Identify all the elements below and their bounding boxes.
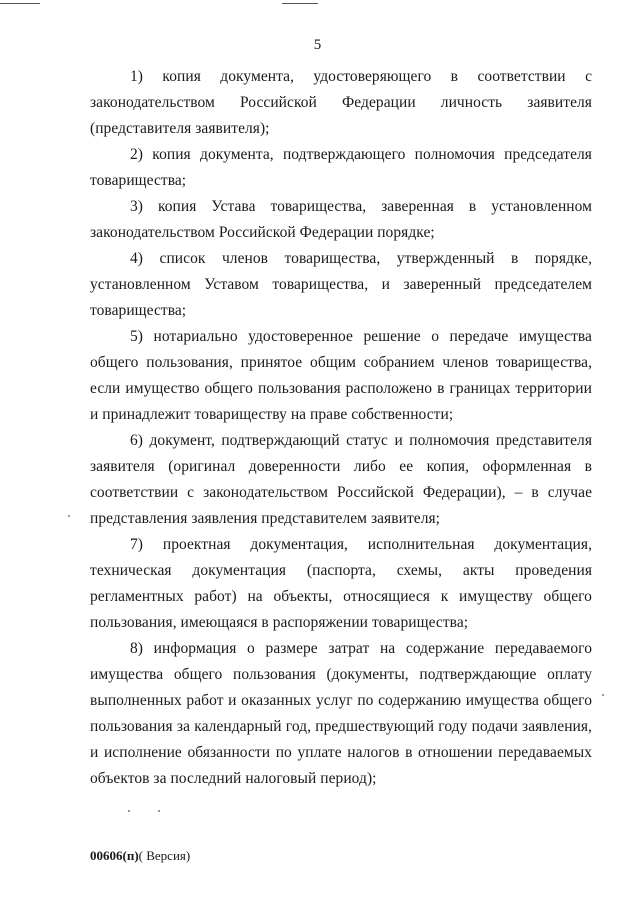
document-body [90,64,592,792]
page-number: 5 [313,37,322,53]
scan-mark-left [0,3,40,4]
document-footer [90,848,190,864]
document-code: 00606(п) [90,848,139,863]
scan-dot [602,694,604,696]
scan-dot [128,810,130,812]
list-item-4: 4) список членов товарищества, утвержденный в порядке, установленном Уставом товарищества, и заверенный председателем товарищества; [90,250,592,319]
scan-dot [68,515,70,517]
list-item-2: 2) копия документа, подтверждающего полномочия председателя товарищества; [90,146,592,189]
list-item-8: 8) информация о размере затрат на содержание передаваемого имущества общего пользования (документы, подтверждающие оплату выполненных работ и оказанных услуг по содержанию имущества общего пользования за календарный год, предшествующий году подачи заявления, и исполнение обязанности по уплате налогов в отношении передаваемых объектов за последний налоговый период); [90,640,592,787]
scan-dot [158,810,160,812]
list-item-3: 3) копия Устава товарищества, заверенная в установленном законодательством Российской Федерации порядке; [90,198,592,241]
list-item-6: 6) документ, подтверждающий статус и полномочия представителя заявителя (оригинал доверенности либо ее копия, оформленная в соответствии с законодательством Российской Федерации), – в случае представления заявления представителем заявителя; [90,432,592,527]
document-version: ( Версия) [138,848,191,863]
list-item-5: 5) нотариально удостоверенное решение о передаче имущества общего пользования, принятое общим собранием членов товарищества, если имущество общего пользования расположено в границах территории и принадлежит товариществу на праве собственности; [90,328,592,423]
scan-mark-right [282,3,318,4]
list-item-1: 1) копия документа, удостоверяющего в соответствии с законодательством Российской Федерации личность заявителя (представителя заявителя); [90,68,592,137]
list-item-7: 7) проектная документация, исполнительная документация, техническая документация (паспорта, схемы, акты проведения регламентных работ) на объекты, относящиеся к имуществу общего пользования, имеющаяся в распоряжении товарищества; [90,536,592,631]
